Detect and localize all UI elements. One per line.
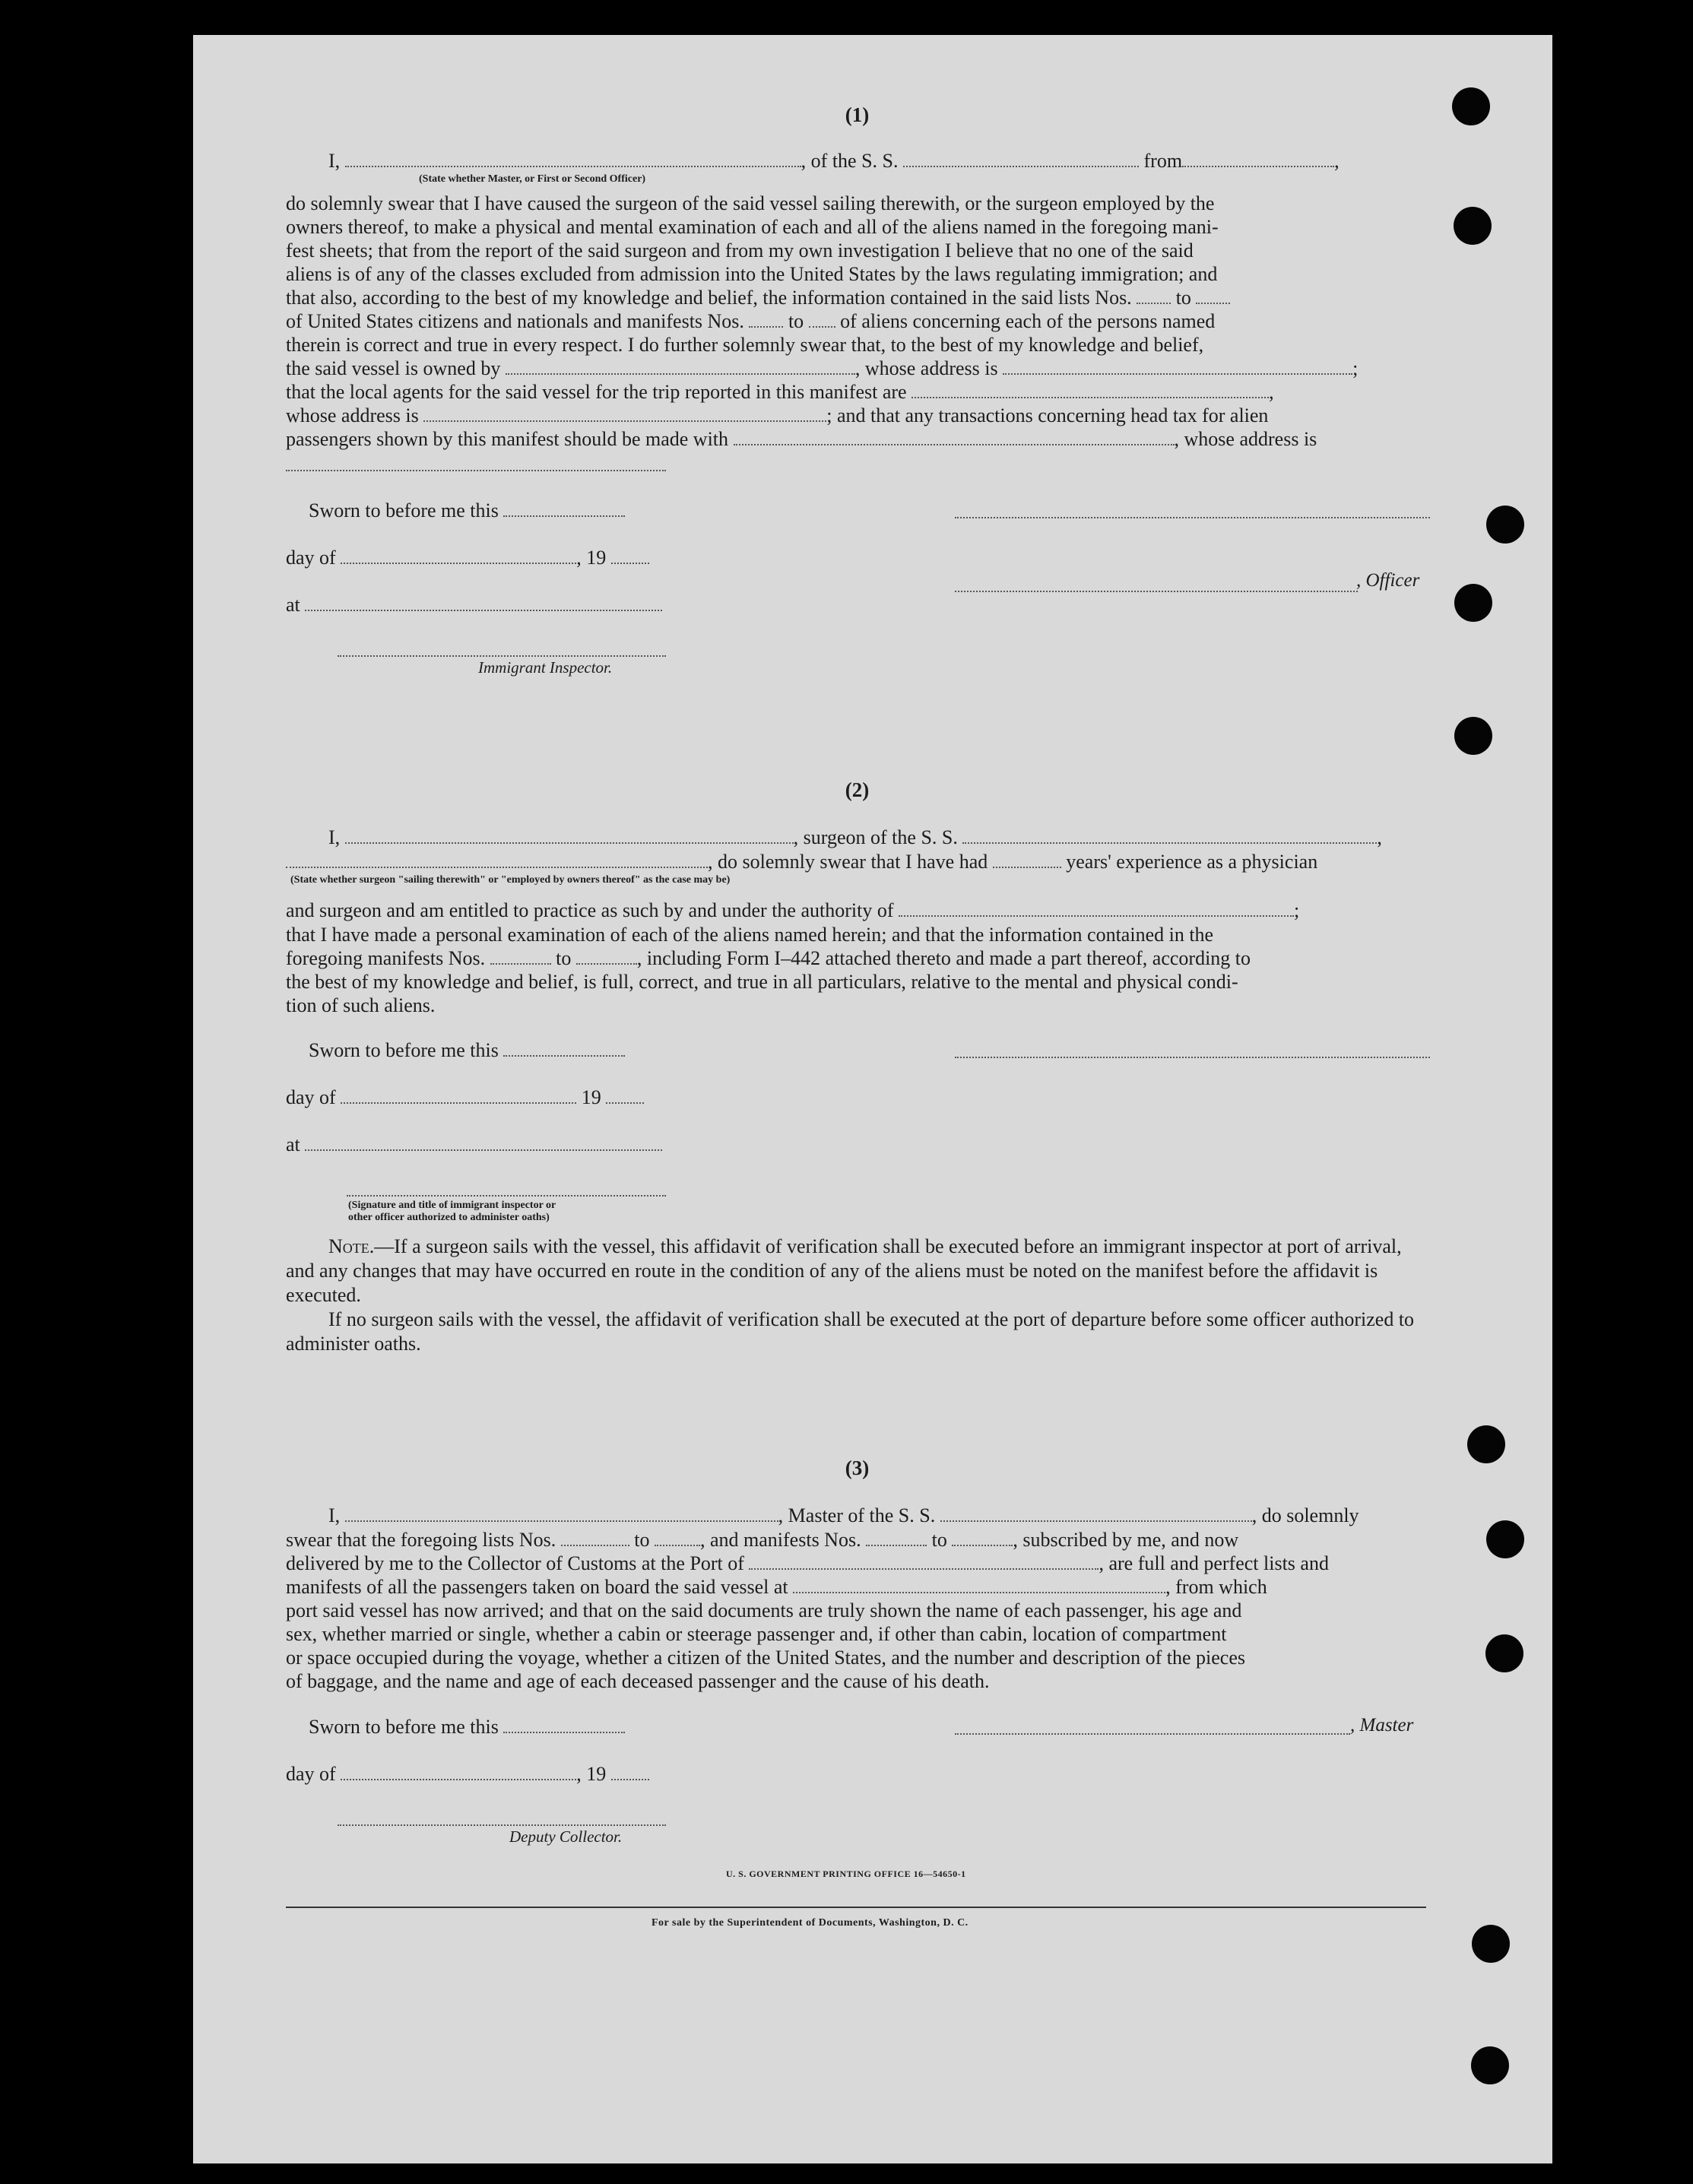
- s3-line-1: I, , Master of the S. S. , do solemnly: [328, 1504, 1359, 1526]
- s2-day: day of 19: [286, 1086, 1428, 1110]
- officer-label: , Officer: [1356, 570, 1420, 591]
- s1-line-1: I, , of the S. S. from ,: [328, 150, 1339, 172]
- s1-inspector-signature-line: [338, 655, 666, 657]
- punch-hole: [1454, 207, 1492, 245]
- s3-master-signature-line: [955, 1733, 1350, 1735]
- punch-hole: [1454, 717, 1492, 755]
- s2-text: tion of such aliens.: [286, 994, 436, 1016]
- punch-hole: [1485, 1634, 1523, 1672]
- section-3-number: (3): [845, 1457, 870, 1479]
- punch-hole: [1472, 1925, 1510, 1963]
- s3-text: of baggage, and the name and age of each deceased passenger and the cause of his death.: [286, 1670, 990, 1692]
- section-1-number: (1): [845, 103, 870, 126]
- gpo-imprint: U. S. GOVERNMENT PRINTING OFFICE 16—54650-1: [726, 1869, 966, 1879]
- s2-signature-caption: other officer authorized to administer oaths): [348, 1212, 550, 1223]
- s1-text: aliens is of any of the classes excluded from admission into the United States by the laws regulating immigration; and: [286, 263, 1218, 285]
- s2-signature-line: [955, 1057, 1430, 1058]
- s1-address-line: [286, 470, 666, 471]
- section-2-number: (2): [845, 778, 870, 801]
- s2-note: Note.—If a surgeon sails with the vessel, this affidavit of verification shall be executed before an immigrant inspector at port of arrival, and any changes that may have occurred en route in the condition of any of the aliens must be noted on the manifest before the affidavit is executed.: [286, 1235, 1402, 1306]
- master-label: , Master: [1350, 1715, 1414, 1735]
- punch-hole: [1452, 87, 1490, 125]
- s2-inspector-signature-line: [347, 1195, 666, 1197]
- punch-hole: [1454, 584, 1492, 622]
- punch-hole: [1486, 1520, 1524, 1558]
- s1-text: of United States citizens and nationals and manifests Nos. to of aliens concerning each of the persons named: [286, 310, 1216, 332]
- punch-hole: [1486, 506, 1524, 544]
- s3-text: manifests of all the passengers taken on board the said vessel at , from which: [286, 1576, 1267, 1598]
- s2-text: the best of my knowledge and belief, is full, correct, and true in all particulars, relative to the mental and physical condi-: [286, 971, 1238, 993]
- s2-sworn: Sworn to before me this: [286, 1038, 1428, 1063]
- s3-text: port said vessel has now arrived; and that on the said documents are truly shown the name of each passenger, his age and: [286, 1599, 1242, 1621]
- s1-text: that the local agents for the said vessel for the trip reported in this manifest are ,: [286, 381, 1274, 403]
- immigrant-inspector-label: Immigrant Inspector.: [478, 658, 613, 677]
- punch-hole: [1471, 2046, 1509, 2084]
- s1-at: at: [286, 593, 1428, 617]
- s3-deputy-signature-line: [338, 1824, 666, 1826]
- s3-sworn: Sworn to before me this: [286, 1715, 1428, 1739]
- s2-caption: (State whether surgeon "sailing therewith" or "employed by owners thereof" as the case may be): [290, 874, 731, 886]
- s2-text: that I have made a personal examination of each of the aliens named herein; and that the information contained in the: [286, 924, 1214, 946]
- s2-note-2: If no surgeon sails with the vessel, the affidavit of verification shall be executed at the port of departure before some officer authorized to administer oaths.: [286, 1308, 1415, 1355]
- s1-text: passengers shown by this manifest should be made with , whose address is: [286, 428, 1317, 450]
- s3-text: or space occupied during the voyage, whether a citizen of the United States, and the number and description of the pieces: [286, 1647, 1246, 1669]
- footer-rule: [286, 1907, 1426, 1908]
- s2-signature-caption: (Signature and title of immigrant inspector or: [348, 1200, 556, 1211]
- s1-text: the said vessel is owned by , whose address is ;: [286, 357, 1359, 379]
- s1-text: fest sheets; that from the report of the said surgeon and from my own investigation I believe that no one of the said: [286, 239, 1194, 262]
- s1-text: that also, according to the best of my knowledge and belief, the information contained in the said lists Nos. to: [286, 286, 1428, 310]
- s1-day: day of , 19: [286, 546, 1428, 570]
- s2-at: at: [286, 1133, 1428, 1157]
- deputy-collector-label: Deputy Collector.: [509, 1827, 623, 1846]
- s1-officer-signature-line: [955, 517, 1430, 518]
- s2-text: foregoing manifests Nos. to , including Form I–442 attached thereto and made a part thereof, according to: [286, 947, 1251, 969]
- sale-notice: For sale by the Superintendent of Documents, Washington, D. C.: [652, 1917, 969, 1929]
- s2-text: and surgeon and am entitled to practice as such by and under the authority of ;: [286, 899, 1300, 921]
- s1-caption: (State whether Master, or First or Second Officer): [419, 173, 646, 185]
- s3-text: swear that the foregoing lists Nos. to , and manifests Nos. to , subscribed by me, and now: [286, 1529, 1239, 1551]
- s3-text: sex, whether married or single, whether a cabin or steerage passenger and, if other than cabin, location of compartment: [286, 1623, 1227, 1645]
- s1-text: do solemnly swear that I have caused the surgeon of the said vessel sailing therewith, or the surgeon employed by the: [286, 192, 1215, 214]
- s1-officer-line: [955, 591, 1358, 592]
- s1-text: whose address is ; and that any transactions concerning head tax for alien: [286, 404, 1269, 426]
- s1-text: owners thereof, to make a physical and mental examination of each and all of the aliens named in the foregoing mani-: [286, 216, 1219, 238]
- s2-line-2: , do solemnly swear that I have had years' experience as a physician: [286, 850, 1428, 874]
- s3-day: day of , 19: [286, 1762, 1428, 1786]
- s1-sworn: Sworn to before me this: [286, 499, 1428, 523]
- s2-line-1: I, , surgeon of the S. S. ,: [328, 826, 1382, 848]
- s1-text: therein is correct and true in every respect. I do further solemnly swear that, to the best of my knowledge and belief,: [286, 334, 1204, 356]
- s3-text: delivered by me to the Collector of Customs at the Port of , are full and perfect lists and: [286, 1552, 1329, 1574]
- punch-hole: [1467, 1425, 1505, 1463]
